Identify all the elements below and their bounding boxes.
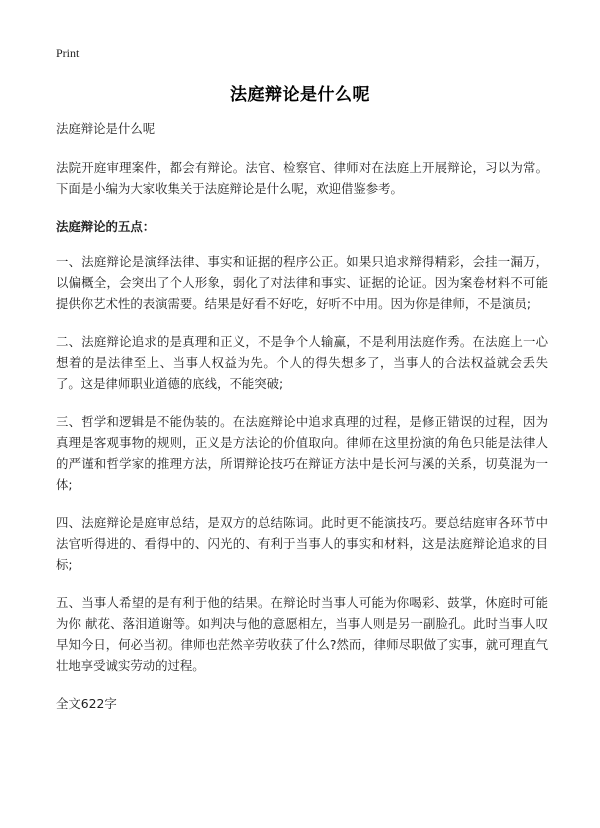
article-title: 法庭辩论是什么呢 [230,85,370,105]
word-count: 全文622字 [56,696,117,711]
point-paragraph-3: 三、哲学和逻辑是不能伪装的。在法庭辩论中追求真理的过程，是修正错误的过程，因为真理是客观事物的规则，正义是方法论的价值取向。律师在这里扮演的角色只能是法律人的严谨和哲学家的推理方法，所谓辩论技巧在辩证方法中是长河与溪的关系，切莫混为一体; [56,414,548,492]
point-paragraph-4: 四、法庭辩论是庭审总结，是双方的总结陈词。此时更不能演技巧。要总结庭审各环节中法官听得进的、看得中的、闪光的、有利于当事人的事实和材料，这是法庭辩论追求的目标; [56,515,548,572]
point-paragraph-2: 二、法庭辩论追求的是真理和正义，不是争个人输赢，不是利用法庭作秀。在法庭上一心想着的是法律至上、当事人权益为先。个人的得失想多了，当事人的合法权益就会丢失了。这是律师职业道德的底线，不能突破; [56,334,548,391]
article-body [56,118,548,731]
section-heading: 法庭辩论的五点： [56,219,156,234]
intro-paragraph: 法院开庭审理案件，都会有辩论。法官、检察官、律师对在法庭上开展辩论，习以为常。下面是小编为大家收集关于法庭辩论是什么呢，欢迎借鉴参考。 [56,160,548,196]
point-paragraph-1: 一、法庭辩论是演绎法律、事实和证据的程序公正。如果只追求辩得精彩，会挂一漏万，以偏概全，会突出了个人形象，弱化了对法律和事实、证据的论证。因为案卷材料不可能提供你艺术性的表演需要。结果是好看不好吃，好听不中用。因为你是律师，不是演员; [56,254,548,311]
print-link[interactable]: Print [56,46,80,60]
point-paragraph-5: 五、当事人希望的是有利于他的结果。在辩论时当事人可能为你喝彩、鼓掌，休庭时可能为你 献花、落泪道谢等。如判决与他的意愿相左，当事人则是另一副脸孔。此时当事人叹早知今日，何必当初。律师也茫然辛劳收获了什么?然而，律师尽职做了实事，就可理直气壮地享受诚实劳动的过程。 [56,595,548,673]
article-subtitle: 法庭辩论是什么呢 [56,121,156,136]
